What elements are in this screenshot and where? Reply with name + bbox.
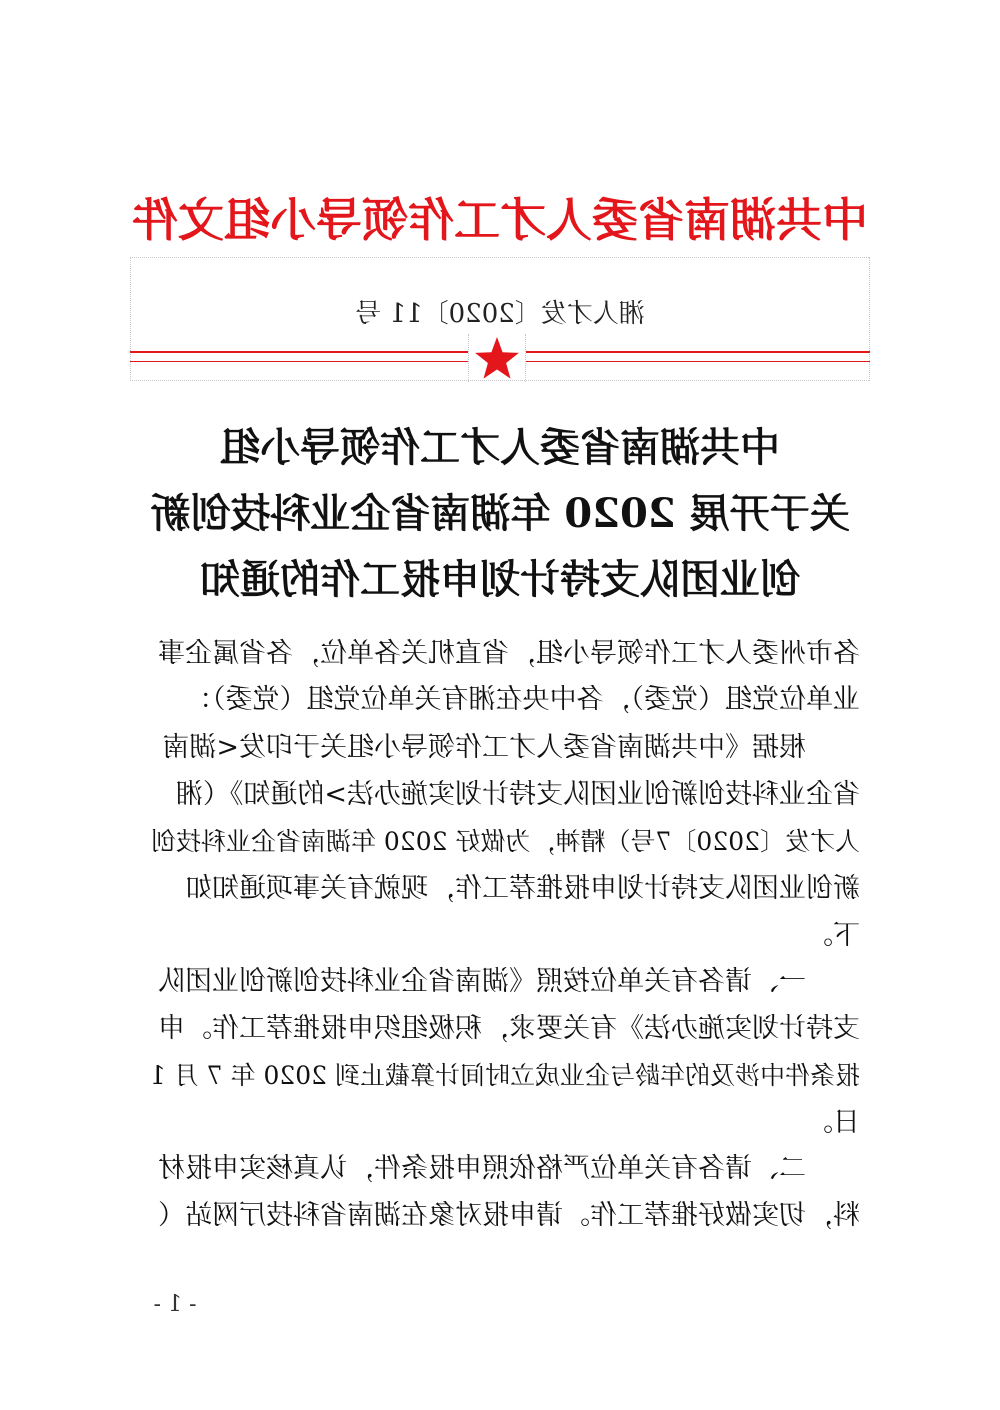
page-number: - 1 -	[153, 1292, 197, 1317]
body-line: 业单位党组（党委），各中央在湘有关单位党组（党委）：	[185, 684, 860, 715]
body-line: 二、请各有关单位严格依照申报条件，认真核实申报材	[158, 1153, 860, 1184]
body-line: 新创业团队支持计划申报推荐工作，现就有关事项通知如	[185, 873, 860, 904]
body-line: 日。	[806, 1107, 860, 1138]
body-line: 料，切实做好推荐工作。请申报对象在湖南省科技厅网站（	[158, 1200, 860, 1231]
red-separator-left	[526, 351, 870, 353]
body-line: 一、请各有关单位按照《湖南省企业科技创新创业团队	[158, 966, 860, 997]
body-line: 支持计划实施办法》有关要求，积极组织申报推荐工作。申	[158, 1013, 860, 1044]
notice-title-line-1: 中共湖南省委人才工作领导小组	[220, 424, 780, 471]
red-separator-right-lower	[130, 361, 468, 362]
red-separator-left-lower	[526, 361, 870, 362]
red-star-icon	[472, 334, 522, 380]
body-line: 省企业科技创新创业团队支持计划实施办法>的通知》（湘	[175, 779, 860, 810]
body-line: 报条件中涉及的年龄与企业成立时间计算截止到 2020 年 7 月 1	[149, 1061, 860, 1090]
body-line: 根据《中共湖南省委人才工作领导小组关于印发<湖南	[162, 732, 860, 763]
notice-title-line-2: 关于开展 2020 年湖南省企业科技创新	[150, 490, 850, 537]
body-line: 人才发〔2020〕7号）精神，为做好 2020 年湖南省企业科技创	[150, 827, 860, 856]
red-separator-right	[130, 351, 468, 353]
document-number: 湘人才发〔2020〕11 号	[355, 299, 645, 329]
notice-title-line-3: 创业团队支持计划申报工作的通知	[200, 556, 800, 603]
body-line: 各市州委人才工作领导小组，省直机关各单位，各省属企事	[158, 638, 860, 669]
body-line: 下。	[806, 920, 860, 951]
document-header-title: 中共湖南省委人才工作领导小组文件	[132, 193, 868, 247]
